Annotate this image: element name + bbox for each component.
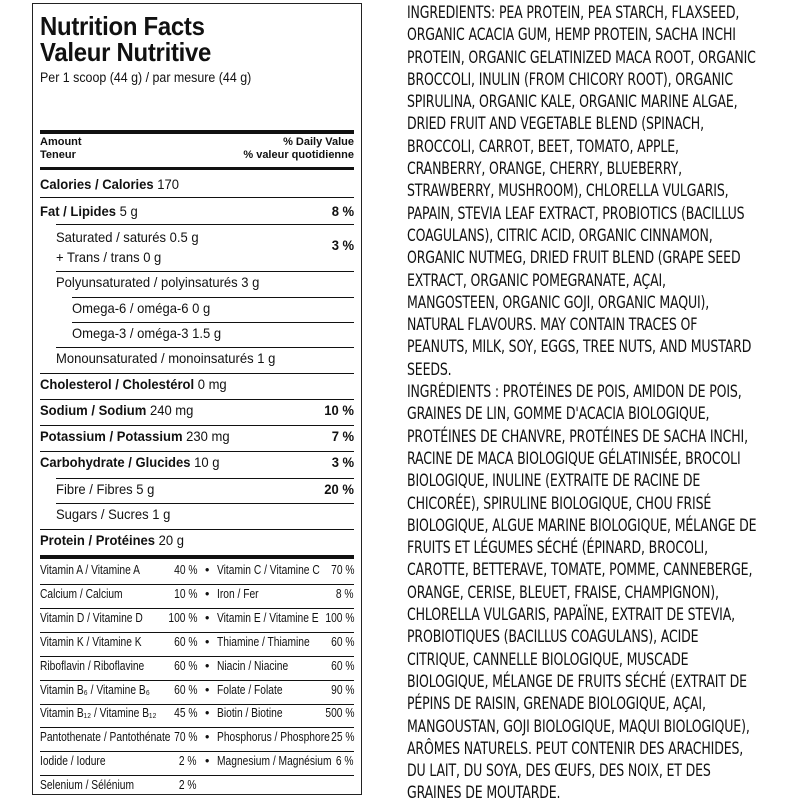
ingredients-fr — [407, 381, 797, 805]
ingredients-line: CRANBERRY, ORANGE, CHERRY, BLUEBERRY, — [407, 159, 682, 179]
separator-dot: • — [205, 611, 210, 625]
vitamin-percent: 45 % — [173, 706, 197, 720]
ingredients-line: BROCCOLI, CARROT, BEET, TOMATO, APPLE, — [407, 136, 679, 156]
nutrient-amount: 240 mg — [149, 402, 194, 418]
divider — [56, 478, 354, 479]
ingredients-line: PAPAIN, STEVIA LEAF EXTRACT, PROBIOTICS (BACILLUS — [407, 203, 745, 223]
ingredients-line: INGRÉDIENTS : PROTÉINES DE POIS, AMIDON DE POIS, — [407, 382, 742, 402]
ingredients-en — [407, 2, 797, 381]
nutrient-label-group — [56, 481, 154, 497]
vitamin-percent: 70 % — [330, 563, 354, 577]
ingredients-line: DU LAIT, DU SOYA, DES ŒUFS, DES NOIX, ET DES — [407, 761, 711, 781]
amount-fr: Teneur — [40, 149, 76, 161]
ingredients-line: CITRIQUE, CANNELLE BIOLOGIQUE, MUSCADE — [407, 649, 689, 669]
vitamin-percent: 500 % — [324, 706, 354, 720]
nutrient-label-group — [56, 227, 199, 267]
vitamin-name: Vitamin C / Vitamine C — [217, 563, 320, 577]
nutrient-label-group — [40, 428, 230, 444]
nutrient-name: Cholesterol / Cholestérol — [40, 376, 195, 392]
ingredients-line: BIOLOGIQUE, MÉLANGE DE FRUITS SÉCHÉ (EXTRAIT DE — [407, 671, 747, 691]
divider — [72, 297, 354, 298]
ingredients-line: RACINE DE MACA BIOLOGIQUE GÉLATINISÉE, BROCOLI — [407, 448, 741, 468]
nutrient-label-group — [40, 203, 138, 219]
nutrient-name: Fat / Lipides — [40, 203, 116, 219]
daily-value-percent: 8 % — [331, 203, 354, 219]
ingredients-line: BROCCOLI, INULIN (FROM CHICORY ROOT), ORGANIC — [407, 69, 733, 89]
nutrient-label-group — [40, 532, 184, 548]
title-fr: Valeur Nutritive — [40, 37, 212, 67]
ingredients-line: GRAINES DE MOUTARDE. — [407, 783, 561, 803]
ingredients-line: PEANUTS, MILK, SOY, EGGS, TREE NUTS, AND MUSTARD — [407, 337, 752, 357]
ingredients-line: GRAINES DE LIN, GOMME D'ACACIA BIOLOGIQUE, — [407, 404, 710, 424]
divider — [40, 680, 354, 681]
nutrient-label-group — [56, 506, 170, 522]
ingredients-line: STRAWBERRY, MUSHROOM), CHLORELLA VULGARIS, — [407, 181, 729, 201]
vitamin-name: Vitamin B₁₂ / Vitamine B₁₂ — [40, 706, 157, 720]
nutrient-amount: 5 g — [119, 203, 138, 219]
vitamin-percent: 60 % — [173, 635, 197, 649]
nutrient-label-group — [56, 350, 275, 366]
ingredients-panel — [407, 2, 797, 805]
vitamin-percent: 100 % — [167, 611, 197, 625]
divider — [40, 751, 354, 752]
vitamin-name: Riboflavin / Riboflavine — [40, 659, 145, 673]
nutrient-name: Carbohydrate / Glucides — [40, 454, 191, 470]
divider — [40, 451, 354, 452]
nutrient-name: Fibre / Fibres 5 g — [56, 481, 155, 497]
separator-dot: • — [205, 635, 210, 649]
ingredients-line: SPIRULINA, ORGANIC KALE, ORGANIC MARINE ALGAE, — [407, 92, 738, 112]
vitamin-percent: 60 % — [330, 659, 354, 673]
ingredients-line: DRIED FRUIT AND VEGETABLE BLEND (SPINACH, — [407, 114, 704, 134]
ingredients-line: EXTRACT, ORGANIC POMEGRANATE, AÇAI, — [407, 270, 666, 290]
nutrient-name: Sugars / Sucres 1 g — [56, 506, 171, 522]
vitamin-percent: 40 % — [173, 563, 197, 577]
divider — [40, 608, 354, 609]
vitamin-name: Folate / Folate — [217, 683, 283, 697]
vitamin-name: Phosphorus / Phosphore — [217, 730, 330, 744]
daily-value-percent: 7 % — [331, 428, 354, 444]
divider — [40, 775, 354, 776]
vitamin-name: Iron / Fer — [217, 587, 259, 601]
vitamin-name: Vitamin K / Vitamine K — [40, 635, 142, 649]
vitamin-percent: 60 % — [173, 683, 197, 697]
vitamin-percent: 100 % — [324, 611, 354, 625]
ingredients-line: PÉPINS DE RAISIN, GRENADE BIOLOGIQUE, AÇAI, — [407, 694, 706, 714]
ingredients-line: SEEDS. — [407, 359, 452, 379]
vitamin-percent: 8 % — [336, 587, 354, 601]
separator-dot: • — [205, 754, 210, 768]
separator-dot: • — [205, 659, 210, 673]
ingredients-line: NATURAL FLAVOURS. MAY CONTAIN TRACES OF — [407, 315, 698, 335]
ingredients-line: MANGOUSTAN, GOJI BIOLOGIQUE, MAQUI BIOLOGIQUE), — [407, 716, 750, 736]
daily-value-percent: 20 % — [324, 481, 354, 497]
ingredients-line: CHLORELLA VULGARIS, PAPAÏNE, EXTRAIT DE STEVIA, — [407, 605, 735, 625]
nutrition-facts-panel — [32, 3, 362, 795]
vitamin-name: Vitamin D / Vitamine D — [40, 611, 143, 625]
divider — [40, 197, 354, 198]
nutrient-name: Saturated / saturés 0.5 g — [56, 229, 199, 245]
calories-label: Calories / Calories — [40, 176, 154, 192]
separator-dot: • — [205, 563, 210, 577]
ingredients-line: ORGANIC NUTMEG, DRIED FRUIT BLEND (GRAPE SEED — [407, 248, 741, 268]
ingredients-line: COAGULANS), CITRIC ACID, ORGANIC CINNAMON, — [407, 225, 713, 245]
nutrient-name: Protein / Protéines — [40, 532, 156, 548]
daily-value-en: % Daily Value — [283, 136, 354, 148]
daily-value-percent: 3 % — [331, 454, 354, 470]
rule-under-header — [40, 167, 354, 170]
vitamin-name: Selenium / Sélénium — [40, 778, 135, 792]
nutrient-name: Potassium / Potassium — [40, 428, 183, 444]
divider — [40, 529, 354, 530]
title-en: Nutrition Facts — [40, 11, 205, 41]
calories-value: 170 — [157, 176, 179, 192]
ingredients-line: FRUITS ET LÉGUMES SÉCHÉ (ÉPINARD, BROCOLI, — [407, 538, 708, 558]
divider — [40, 656, 354, 657]
vitamin-name: Magnesium / Magnésium — [217, 754, 332, 768]
nutrient-label-group — [72, 325, 221, 341]
divider — [40, 399, 354, 400]
vitamin-name: Niacin / Niacine — [217, 659, 289, 673]
vitamin-name: Vitamin E / Vitamine E — [217, 611, 319, 625]
nutrient-name: Polyunsaturated / polyinsaturés 3 g — [56, 274, 260, 290]
vitamin-percent: 10 % — [173, 587, 197, 601]
vitamin-percent: 90 % — [330, 683, 354, 697]
separator-dot: • — [205, 706, 210, 720]
nutrient-amount: 10 g — [194, 454, 220, 470]
nutrient-label-group — [40, 376, 227, 392]
ingredients-line: PROTÉINES DE CHANVRE, PROTÉINES DE SACHA INCHI, — [407, 426, 748, 446]
vitamin-percent: 60 % — [173, 659, 197, 673]
nutrient-name: Monounsaturated / monoinsaturés 1 g — [56, 350, 276, 366]
vitamin-percent: 25 % — [330, 730, 354, 744]
thick-rule-vitamins — [40, 555, 354, 559]
divider — [56, 271, 354, 272]
ingredients-line: ARÔMES NATURELS. PEUT CONTENIR DES ARACHIDES, — [407, 738, 744, 758]
ingredients-line: MANGOSTEEN, ORGANIC GOJI, ORGANIC MAQUI), — [407, 292, 710, 312]
ingredients-line: ORGANIC ACACIA GUM, HEMP PROTEIN, SACHA INCHI — [407, 25, 736, 45]
ingredients-line: BIOLOGIQUE, ALGUE MARINE BIOLOGIQUE, MÉLANGE DE — [407, 515, 757, 535]
ingredients-line: CHICORÉE), SPIRULINE BIOLOGIQUE, CHOU FRISÉ — [407, 493, 712, 513]
ingredients-line: ORANGE, CERISE, BLEUET, FRAISE, CHAMPIGNON), — [407, 582, 719, 602]
divider — [72, 322, 354, 323]
ingredients-line: BIOLOGIQUE, INULINE (EXTRAITE DE RACINE DE — [407, 471, 701, 491]
vitamin-percent: 70 % — [173, 730, 197, 744]
vitamin-name: Thiamine / Thiamine — [217, 635, 310, 649]
divider — [40, 425, 354, 426]
separator-dot: • — [205, 683, 210, 697]
nutrient-label-group — [40, 402, 193, 418]
amount-en: Amount — [40, 136, 82, 148]
vitamin-name: Calcium / Calcium — [40, 587, 123, 601]
vitamin-name: Pantothenate / Pantothénate — [40, 730, 171, 744]
vitamin-name: Biotin / Biotine — [217, 706, 283, 720]
nutrient-label-group — [56, 274, 259, 290]
ingredients-line: CAROTTE, BETTERAVE, TOMATE, POMME, CANNEBERGE, — [407, 560, 753, 580]
nutrient-label-group — [72, 300, 210, 316]
separator-dot: • — [205, 730, 210, 744]
nutrient-amount: 230 mg — [186, 428, 230, 444]
divider — [56, 503, 354, 504]
daily-value-fr: % valeur quotidienne — [243, 149, 354, 161]
divider — [40, 704, 354, 705]
nutrient-name: Sodium / Sodium — [40, 402, 147, 418]
vitamin-name: Iodide / Iodure — [40, 754, 106, 768]
vitamin-name: Vitamin A / Vitamine A — [40, 563, 140, 577]
divider — [40, 632, 354, 633]
nutrient-label-group — [40, 454, 219, 470]
divider — [40, 373, 354, 374]
vitamin-percent: 2 % — [179, 754, 197, 768]
daily-value-percent: 10 % — [324, 402, 354, 418]
vitamin-percent: 6 % — [336, 754, 354, 768]
ingredients-line: PROBIOTIQUES (BACILLUS COAGULANS), ACIDE — [407, 627, 699, 647]
serving-size: Per 1 scoop (44 g) / par mesure (44 g) — [40, 70, 252, 85]
nutrient-name: Omega-6 / oméga-6 0 g — [72, 300, 211, 316]
separator-dot: • — [205, 587, 210, 601]
nutrient-name: Omega-3 / oméga-3 1.5 g — [72, 325, 222, 341]
daily-value-percent: 3 % — [331, 237, 354, 253]
nutrient-name-secondary: + Trans / trans 0 g — [56, 249, 162, 265]
divider — [40, 727, 354, 728]
divider — [56, 347, 354, 348]
thick-rule-top — [40, 130, 354, 134]
ingredients-line: PROTEIN, ORGANIC GELATINIZED MACA ROOT, ORGANIC — [407, 47, 756, 67]
vitamin-name: Vitamin B₆ / Vitamine B₆ — [40, 683, 150, 697]
divider — [56, 224, 354, 225]
nutrient-amount: 0 mg — [197, 376, 227, 392]
vitamin-percent: 2 % — [179, 778, 197, 792]
nutrient-amount: 20 g — [158, 532, 185, 548]
vitamin-percent: 60 % — [330, 635, 354, 649]
divider — [40, 584, 354, 585]
ingredients-line: INGREDIENTS: PEA PROTEIN, PEA STARCH, FLAXSEED, — [407, 3, 740, 22]
